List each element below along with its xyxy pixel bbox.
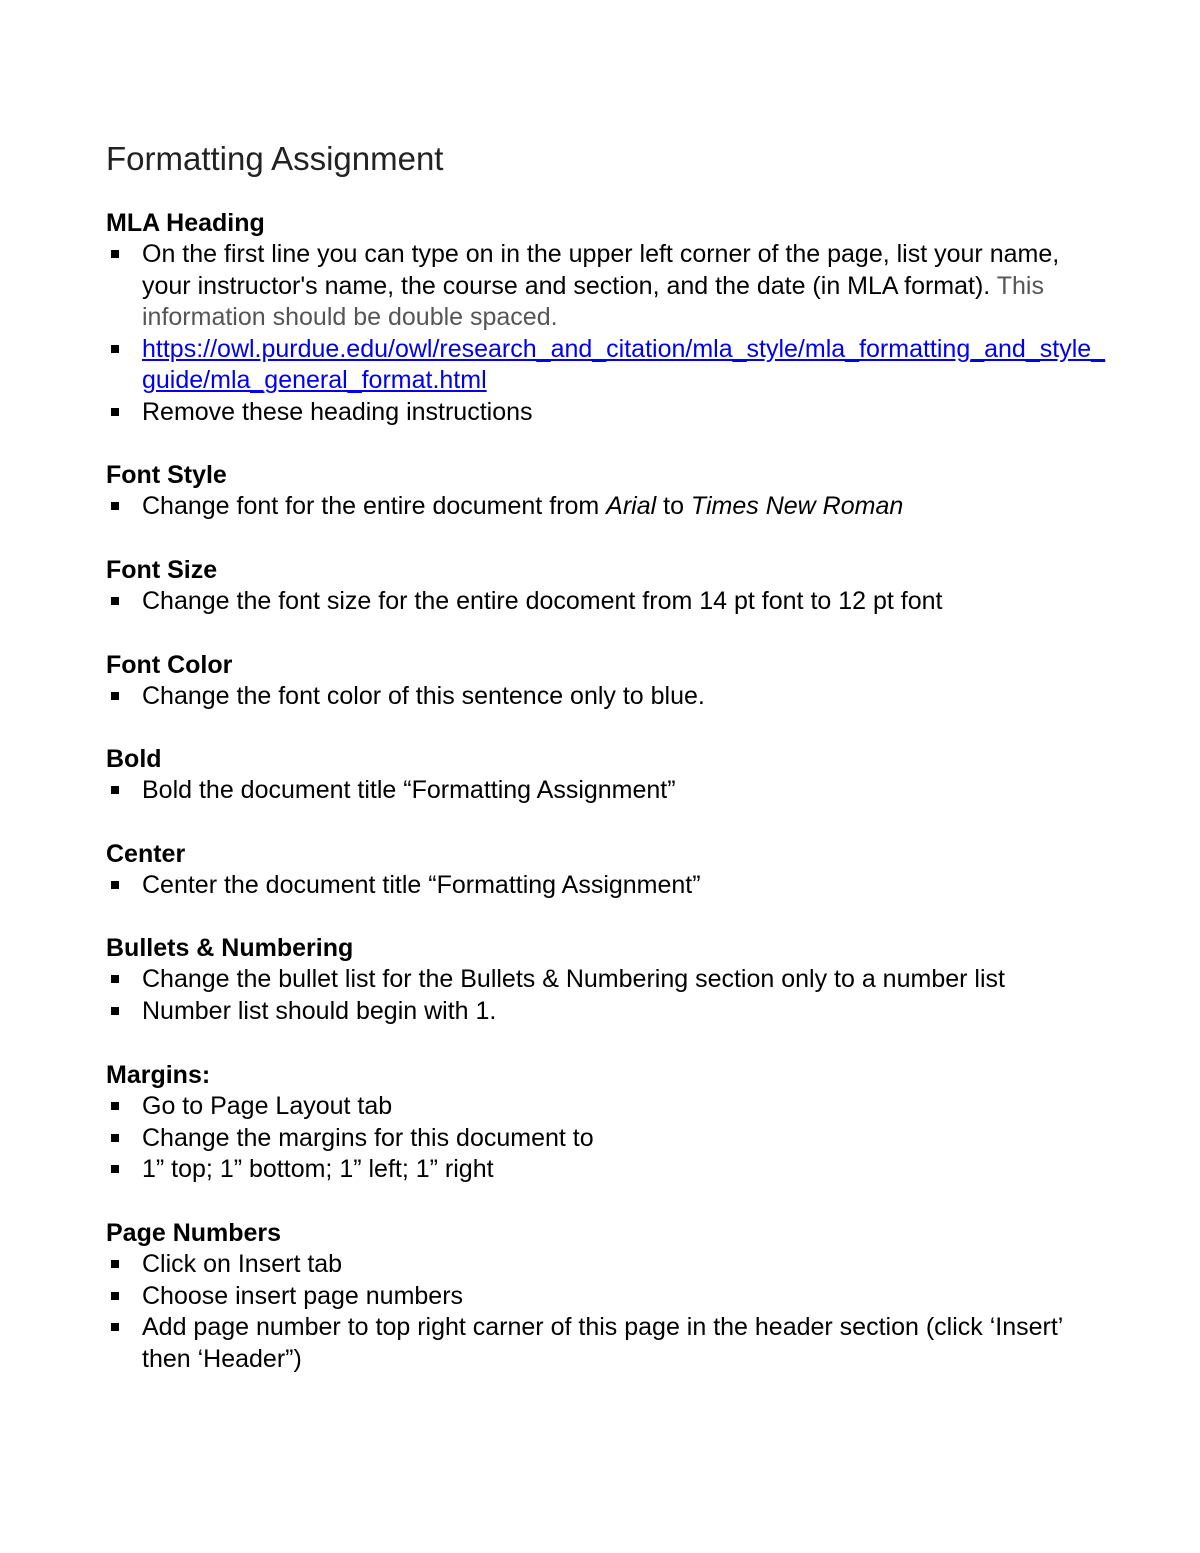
section-heading: Font Style <box>106 461 227 489</box>
square-bullet-icon <box>111 1260 119 1268</box>
section-heading: Font Color <box>106 651 233 679</box>
square-bullet-icon <box>111 345 119 353</box>
square-bullet-icon <box>111 692 119 700</box>
list-item <box>106 491 1106 523</box>
section-heading: Font Size <box>106 556 218 584</box>
font-name-arial: Arial <box>606 492 657 520</box>
list-item <box>106 334 1106 397</box>
section-center <box>106 839 1106 902</box>
list-item-text: to <box>656 492 691 520</box>
section-heading: Center <box>106 840 186 868</box>
section-font-size <box>106 555 1106 618</box>
square-bullet-icon <box>111 881 119 889</box>
bullet-list <box>106 1091 1106 1186</box>
section-page-numbers <box>106 1218 1106 1375</box>
list-item-text: Remove these heading instructions <box>142 397 533 426</box>
list-item <box>106 1249 1106 1281</box>
bullet-list <box>106 1249 1106 1375</box>
list-item <box>106 586 1106 618</box>
square-bullet-icon <box>111 786 119 794</box>
list-item-text: Center the document title “Formatting Assignment” <box>142 871 701 899</box>
square-bullet-icon <box>111 1007 119 1015</box>
bullet-list <box>106 870 1106 902</box>
bullet-list <box>106 681 1106 713</box>
list-item <box>106 681 1106 713</box>
list-item <box>106 775 1106 807</box>
list-item-text: Click on Insert tab <box>142 1250 343 1278</box>
section-margins <box>106 1060 1106 1186</box>
list-item <box>106 870 1106 902</box>
document-title: Formatting Assignment <box>106 140 444 177</box>
list-item <box>106 397 1106 429</box>
list-item-text: Bold the document title “Formatting Assignment” <box>142 776 676 804</box>
list-item-text: Change the font size for the entire docoment from 14 pt font to 12 pt font <box>142 587 943 615</box>
section-heading: Bullets & Numbering <box>106 934 354 962</box>
section-heading: Page Numbers <box>106 1219 282 1247</box>
font-name-times: Times New Roman <box>690 492 904 520</box>
square-bullet-icon <box>111 975 119 983</box>
list-item-note: This information should be double spaced. <box>142 271 1044 331</box>
square-bullet-icon <box>111 1134 119 1142</box>
list-item <box>106 1312 1106 1375</box>
section-bold <box>106 744 1106 807</box>
list-item <box>106 239 1106 334</box>
section-heading: MLA Heading <box>106 209 265 237</box>
square-bullet-icon <box>111 597 119 605</box>
section-mla-heading <box>106 208 1106 428</box>
list-item-text: Go to Page Layout tab <box>142 1092 393 1120</box>
section-font-color <box>106 650 1106 713</box>
square-bullet-icon <box>111 1165 119 1173</box>
list-item-text: Add page number to top right carner of this page in the header section (click ‘Insert’ then ‘Header”) <box>142 1313 1063 1373</box>
bullet-list <box>106 964 1106 1027</box>
list-item <box>106 1281 1106 1313</box>
bullet-list <box>106 775 1106 807</box>
list-item <box>106 996 1106 1028</box>
square-bullet-icon <box>111 1323 119 1331</box>
list-item-text: Change the font color of this sentence only to blue. <box>142 682 705 710</box>
purdue-owl-link[interactable]: https://owl.purdue.edu/owl/research_and_citation/mla_style/mla_formatting_and_style_guide/mla_general_format.html <box>142 334 1106 394</box>
section-font-style <box>106 460 1106 523</box>
section-bullets-numbering <box>106 933 1106 1027</box>
list-item-text: Change font for the entire document from <box>142 492 607 520</box>
square-bullet-icon <box>111 502 119 510</box>
bullet-list <box>106 239 1106 428</box>
bullet-list <box>106 491 1106 523</box>
square-bullet-icon <box>111 408 119 416</box>
list-item <box>106 964 1106 996</box>
list-item-text: Change the bullet list for the Bullets & Numbering section only to a number list <box>142 965 1005 993</box>
square-bullet-icon <box>111 1102 119 1110</box>
section-heading: Bold <box>106 745 162 773</box>
square-bullet-icon <box>111 1292 119 1300</box>
list-item-text: Change the margins for this document to <box>142 1123 594 1152</box>
list-item <box>106 1123 1106 1155</box>
square-bullet-icon <box>111 250 119 258</box>
bullet-list <box>106 586 1106 618</box>
list-item-text: Choose insert page numbers <box>142 1281 464 1310</box>
list-item-text: Number list should begin with 1. <box>142 996 497 1025</box>
list-item <box>106 1154 1106 1186</box>
section-heading: Margins: <box>106 1061 211 1089</box>
list-item-text: On the first line you can type on in the upper left corner of the page, list your name, your instructor's name, the course and section, and the date (in MLA format). <box>142 240 1060 300</box>
list-item-text: 1” top; 1” bottom; 1” left; 1” right <box>142 1155 494 1183</box>
list-item <box>106 1091 1106 1123</box>
